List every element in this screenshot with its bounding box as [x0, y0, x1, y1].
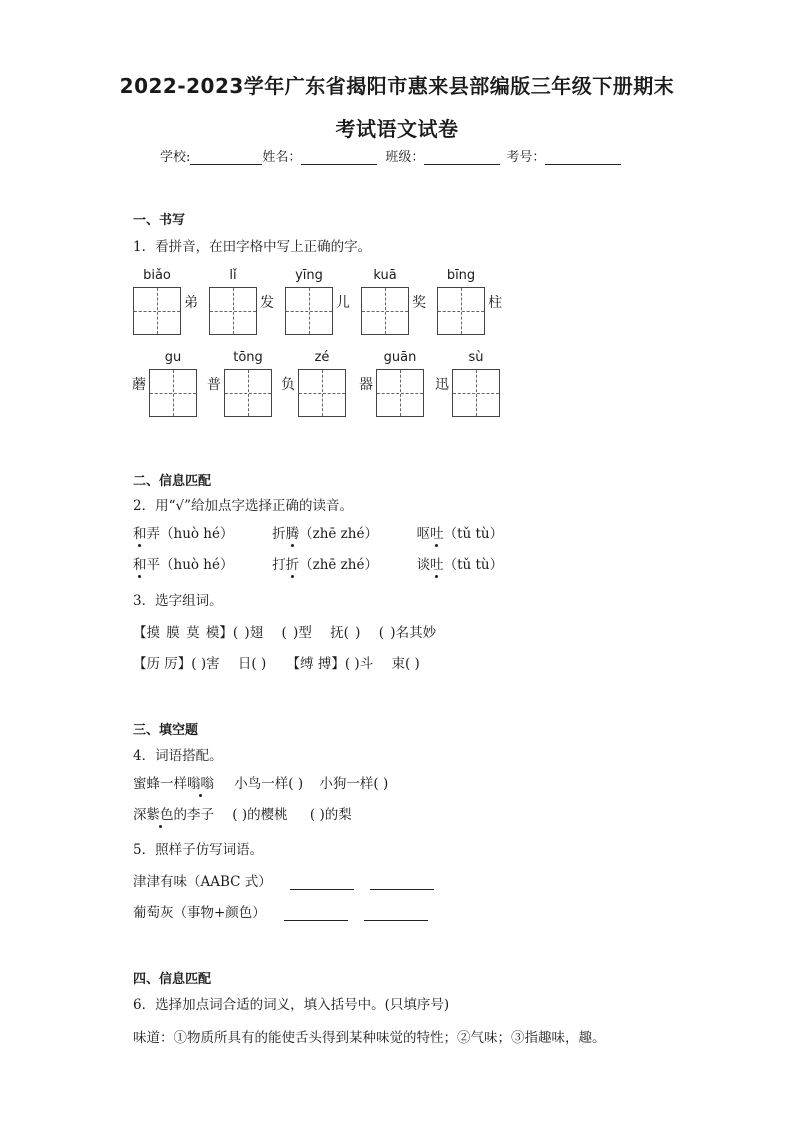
- tianzige-box[interactable]: [298, 369, 346, 417]
- q6-text: 6．选择加点词合适的词义，填入括号中。(只填序号): [133, 997, 450, 1013]
- tianzige-box[interactable]: [133, 287, 181, 335]
- option-text[interactable]: （huò hé）: [160, 526, 234, 542]
- q3-row1: [133, 621, 436, 641]
- q5-row2: [133, 901, 428, 921]
- pinyin-label: kuā: [373, 268, 397, 283]
- dotted-char: 腾: [286, 522, 300, 542]
- word-char: 儿: [336, 295, 350, 311]
- word-part: 平: [146, 557, 160, 573]
- name-label: 姓名：: [262, 150, 302, 165]
- word-part: 打: [272, 557, 286, 573]
- student-info-line: [160, 146, 621, 165]
- collocation-example-end: 的李子: [173, 807, 214, 823]
- tianzige-box[interactable]: [209, 287, 257, 335]
- class-blank[interactable]: [424, 150, 500, 165]
- word-char: 迅: [435, 377, 449, 393]
- word-part: 弄: [146, 526, 160, 542]
- tianzige-box[interactable]: [361, 287, 409, 335]
- q4-row2: [133, 803, 352, 823]
- q4-text: 4．词语搭配。: [133, 748, 223, 764]
- fill-item[interactable]: ( )翅: [232, 625, 264, 641]
- pinyin-label: sù: [468, 350, 484, 365]
- answer-blank[interactable]: [370, 875, 434, 890]
- char-options: 【缚 搏】: [286, 656, 345, 672]
- char-options: 【历 厉】: [133, 656, 192, 672]
- number-blank[interactable]: [545, 150, 621, 165]
- fill-item[interactable]: ( )害: [191, 656, 220, 672]
- word-char: 器: [359, 377, 373, 393]
- answer-blank[interactable]: [364, 906, 428, 921]
- imitation-example: 葡萄灰（事物+颜色）: [133, 905, 266, 921]
- fill-item[interactable]: ( )斗: [344, 656, 374, 672]
- page-title-line2: 考试语文试卷: [335, 117, 459, 141]
- answer-blank[interactable]: [290, 875, 354, 890]
- page-title-line1: 2022-2023学年广东省揭阳市惠来县部编版三年级下册期末: [119, 74, 675, 98]
- fill-item[interactable]: 束( ): [391, 656, 420, 672]
- pinyin-label: yīng: [295, 268, 323, 283]
- tianzige-box[interactable]: [437, 287, 485, 335]
- q4-row1: [133, 772, 388, 792]
- word-part: 折: [272, 526, 286, 542]
- tianzige-box[interactable]: [452, 369, 500, 417]
- char-options: 【摸 膜 莫 模】: [133, 625, 233, 641]
- class-label: 班级：: [385, 150, 425, 165]
- fill-item[interactable]: ( )的樱桃: [232, 807, 288, 823]
- word-char: 弟: [184, 295, 198, 311]
- dotted-char: 吐: [430, 522, 444, 542]
- dotted-char: 和: [133, 522, 147, 542]
- fill-item[interactable]: 小鸟一样( ): [234, 776, 304, 792]
- q5-row1: [133, 870, 434, 890]
- section4-heading: 四、信息匹配: [133, 972, 212, 987]
- q6-definition: 味道：①物质所具有的能使舌头得到某种味觉的特性；②气味；③指趣味，趣。: [133, 1030, 606, 1046]
- school-label: 学校:: [160, 150, 191, 165]
- number-label: 考号：: [506, 150, 546, 165]
- name-blank[interactable]: [301, 150, 377, 165]
- pinyin-label: bīng: [446, 268, 476, 283]
- word-char: 柱: [488, 295, 502, 311]
- fill-item[interactable]: ( )的梨: [309, 807, 352, 823]
- fill-item[interactable]: ( )型: [281, 625, 312, 641]
- q3-text: 3．选字组词。: [133, 593, 223, 609]
- option-text[interactable]: （tǔ tù）: [443, 557, 504, 573]
- dotted-word: 嗡嗡: [187, 772, 214, 792]
- fill-item[interactable]: 小狗一样( ): [319, 776, 389, 792]
- q2-text: 2．用“√”给加点字选择正确的读音。: [133, 498, 353, 514]
- pinyin-label: biǎo: [143, 268, 171, 283]
- word-part: 呕: [416, 526, 431, 542]
- section3-heading: 三、填空题: [133, 723, 199, 738]
- section1-heading: 一、书写: [133, 213, 186, 228]
- fill-item[interactable]: 日( ): [237, 656, 267, 672]
- option-text[interactable]: （zhē zhé）: [299, 557, 378, 573]
- word-part: 谈: [416, 557, 431, 573]
- q3-row2: [133, 652, 420, 672]
- tianzige-box[interactable]: [224, 369, 272, 417]
- dotted-char: 折: [286, 553, 300, 573]
- option-text[interactable]: （tǔ tù）: [443, 526, 504, 542]
- q2-row2: [133, 553, 503, 573]
- fill-item[interactable]: 抚( ): [330, 625, 361, 641]
- dotted-word: 紫色: [147, 803, 174, 823]
- fill-item[interactable]: ( )名其妙: [378, 625, 437, 641]
- pinyin-label: lǐ: [229, 268, 237, 283]
- word-char: 普: [207, 377, 221, 393]
- q5-text: 5．照样子仿写词语。: [133, 842, 264, 858]
- dotted-char: 和: [133, 553, 147, 573]
- tianzige-box[interactable]: [376, 369, 424, 417]
- collocation-example: 蜜蜂一样: [133, 776, 187, 792]
- word-char: 负: [281, 377, 295, 393]
- section2-heading: 二、信息匹配: [133, 474, 212, 489]
- pinyin-label: zé: [314, 350, 330, 365]
- word-char: 蘑: [132, 377, 146, 393]
- school-blank[interactable]: [190, 150, 262, 165]
- imitation-example: 津津有味（AABC 式）: [133, 874, 272, 890]
- option-text[interactable]: （huò hé）: [160, 557, 234, 573]
- pinyin-label: gu: [164, 350, 182, 365]
- tianzige-box[interactable]: [149, 369, 197, 417]
- q2-row1: [133, 522, 503, 542]
- word-char: 发: [260, 295, 274, 311]
- dotted-char: 吐: [430, 553, 444, 573]
- q1-text: 1．看拼音，在田字格中写上正确的字。: [133, 239, 372, 255]
- collocation-example: 深: [133, 807, 147, 823]
- option-text[interactable]: （zhē zhé）: [299, 526, 378, 542]
- tianzige-box[interactable]: [285, 287, 333, 335]
- pinyin-label: tōng: [233, 350, 263, 365]
- answer-blank[interactable]: [284, 906, 348, 921]
- pinyin-label: guān: [383, 350, 417, 365]
- word-char: 奖: [412, 295, 426, 311]
